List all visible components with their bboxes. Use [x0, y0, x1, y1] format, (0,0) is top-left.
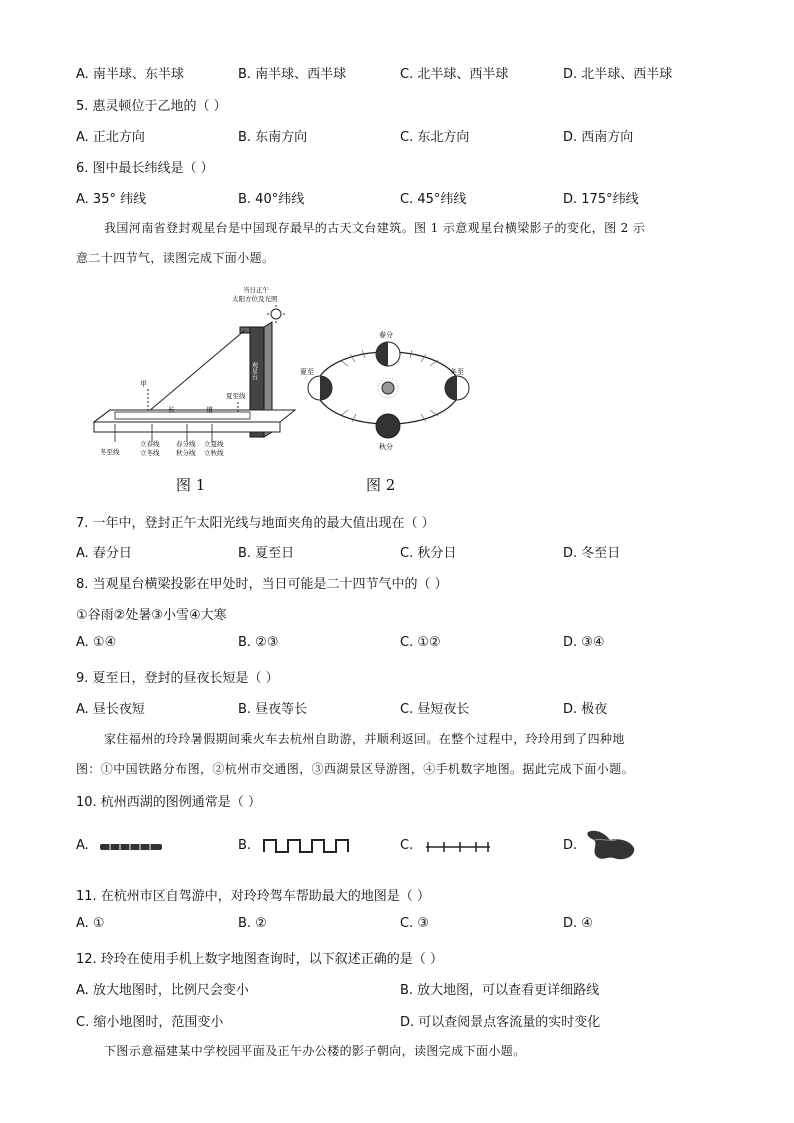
earth-summer-icon	[308, 376, 332, 400]
q11-option-a: A. ①	[76, 916, 105, 931]
figure-2-caption: 图 2	[366, 476, 396, 494]
q7-stem: 7. 一年中，登封正午太阳光线与地面夹角的最大值出现在（ ）	[76, 516, 435, 531]
q6-option-d: D. 175°纬线	[563, 192, 639, 207]
q6-option-a: A. 35° 纬线	[76, 192, 147, 207]
q5-stem: 5. 惠灵顿位于乙地的（ ）	[76, 99, 227, 114]
q4-option-d: D. 北半球、西半球	[563, 67, 673, 82]
chang-label: 长	[168, 406, 175, 414]
q8-stem: 8. 当观星台横梁投影在甲处时，当日可能是二十四节气中的（ ）	[76, 577, 448, 592]
q4-option-a: A. 南半球、东半球	[76, 67, 184, 82]
q10-option-d: D.	[563, 838, 578, 853]
figure-1-observatory-diagram	[90, 282, 300, 462]
figure-2-solar-terms-diagram	[300, 322, 480, 452]
q5-option-c: C. 东北方向	[400, 130, 470, 145]
dongzhi-label: 冬至线	[100, 448, 120, 456]
tower-label: 观星台	[250, 362, 258, 380]
q4-option-b: B. 南半球、西半球	[238, 67, 347, 82]
q12-option-b: B. 放大地图，可以查看更详细路线	[400, 983, 600, 998]
earth-winter-icon	[445, 376, 469, 400]
passage-1-line-1: 我国河南省登封观星台是中国现存最早的古天文台建筑。图 1 示意观星台横梁影子的变化，图 2 示	[104, 221, 646, 235]
q9-stem: 9. 夏至日，登封的昼夜长短是（ ）	[76, 671, 279, 686]
q11-option-d: D. ④	[563, 916, 593, 931]
q12-option-c: C. 缩小地图时，范围变小	[76, 1015, 224, 1030]
q7-option-d: D. 冬至日	[563, 546, 621, 561]
q5-option-d: D. 西南方向	[563, 130, 634, 145]
passage-2	[76, 724, 716, 784]
q9-option-b: B. 昼夜等长	[238, 702, 308, 717]
passage-2-line-2: 图：①中国铁路分布图，②杭州市交通图，③西湖景区导游图，④手机数字地图。据此完成下面小题。	[76, 762, 635, 776]
jia-label: 甲	[140, 380, 147, 388]
railway-legend-icon	[98, 840, 164, 854]
sun-icon	[378, 378, 398, 398]
liqiu-label: 立秋线	[204, 449, 224, 457]
passage-1	[76, 213, 716, 273]
q12-stem: 12. 玲玲在使用手机上数字地图查询时，以下叙述正确的是（ ）	[76, 952, 443, 967]
q9-option-a: A. 昼长夜短	[76, 702, 145, 717]
lidong-label: 立冬线	[140, 449, 160, 457]
autumn-equinox-label: 秋分	[379, 443, 393, 451]
xiazhi-label: 夏至线	[226, 392, 246, 400]
q12-option-d: D. 可以查阅景点客流量的实时变化	[400, 1015, 601, 1030]
qiufen-line-label: 秋分线	[176, 449, 196, 457]
q5-option-b: B. 东南方向	[238, 130, 308, 145]
q11-option-c: C. ③	[400, 916, 429, 931]
q6-option-b: B. 40°纬线	[238, 192, 305, 207]
q12-option-a: A. 放大地图时，比例尺会变小	[76, 983, 249, 998]
summer-solstice-label: 夏至	[300, 368, 314, 376]
q10-option-a: A.	[76, 838, 89, 853]
q11-stem: 11. 在杭州市区自驾游中，对玲玲驾车帮助最大的地图是（ ）	[76, 889, 430, 904]
passage-3: 下图示意福建某中学校园平面及正午办公楼的影子朝向，读图完成下面小题。	[104, 1044, 526, 1058]
q6-stem: 6. 图中最长纬线是（ ）	[76, 161, 214, 176]
dao-label: 道	[206, 406, 213, 414]
lixia-label: 立夏线	[204, 440, 224, 448]
q8-option-a: A. ①④	[76, 635, 117, 650]
lake-legend-icon	[580, 826, 642, 864]
sun-label-2: 太阳方位及光照	[232, 295, 278, 303]
q10-option-b: B.	[238, 838, 252, 853]
q9-option-d: D. 极夜	[563, 702, 608, 717]
q6-option-c: C. 45°纬线	[400, 192, 467, 207]
earth-autumn-icon	[376, 414, 400, 438]
q7-option-c: C. 秋分日	[400, 546, 457, 561]
sun-label-1: 当日正午	[243, 286, 269, 294]
spring-equinox-label: 春分	[379, 331, 393, 339]
q7-option-a: A. 春分日	[76, 546, 132, 561]
q8-items: ①谷雨②处暑③小雪④大寒	[76, 608, 227, 623]
q8-option-d: D. ③④	[563, 635, 605, 650]
figure-1-caption: 图 1	[176, 476, 206, 494]
q8-option-c: C. ①②	[400, 635, 441, 650]
wall-legend-icon	[262, 836, 350, 856]
winter-solstice-label: 冬至	[450, 368, 464, 376]
q10-option-c: C.	[400, 838, 414, 853]
q8-option-b: B. ②③	[238, 635, 279, 650]
earth-spring-icon	[376, 342, 400, 366]
q5-option-a: A. 正北方向	[76, 130, 145, 145]
passage-1-line-2: 意二十四节气，读图完成下面小题。	[76, 251, 275, 265]
q9-option-c: C. 昼短夜长	[400, 702, 470, 717]
q11-option-b: B. ②	[238, 916, 267, 931]
sun-icon	[267, 305, 285, 323]
q4-option-c: C. 北半球、西半球	[400, 67, 509, 82]
passage-2-line-1: 家住福州的玲玲暑假期间乘火车去杭州自助游，并顺利返回。在整个过程中，玲玲用到了四种地	[104, 732, 625, 746]
chunfen-line-label: 春分线	[176, 440, 196, 448]
q10-stem: 10. 杭州西湖的图例通常是（ ）	[76, 795, 261, 810]
boundary-legend-icon	[424, 840, 492, 854]
lichun-label: 立春线	[140, 440, 160, 448]
q7-option-b: B. 夏至日	[238, 546, 295, 561]
